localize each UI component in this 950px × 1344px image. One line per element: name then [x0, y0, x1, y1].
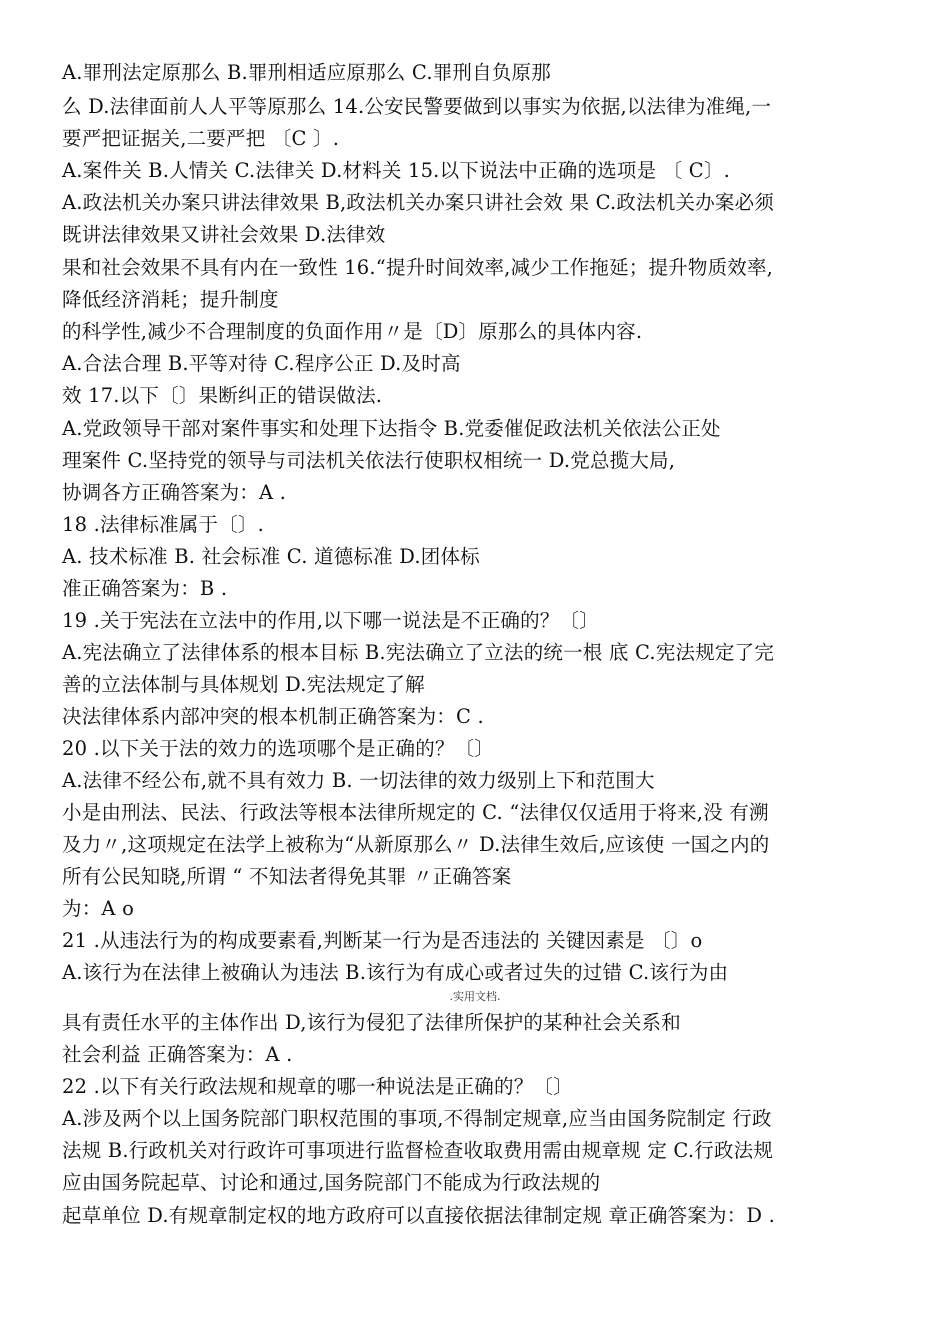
text-line: 理案件 C.坚持党的领导与司法机关依法行使职权相统一 D.党总揽大局, [62, 449, 676, 472]
text-line: 果和社会效果不具有内在一致性 16.“提升时间效率,减少工作拖延；提升物质效率, [62, 256, 774, 279]
text-line: A.涉及两个以上国务院部门职权范围的事项,不得制定规章,应当由国务院制定 行政 [62, 1107, 772, 1130]
text-line: A.法律不经公布,就不具有效力 B. 一切法律的效力级别上下和范围大 [62, 769, 655, 792]
text-line: 小是由刑法、民法、行政法等根本法律所规定的 C. “法律仅仅适用于将来,没 有溯 [62, 801, 769, 824]
text-line: A.该行为在法律上被确认为违法 B.该行为有成心或者过失的过错 C.该行为由 [62, 961, 729, 984]
text-line: 具有责任水平的主体作出 D,该行为侵犯了法律所保护的某种社会关系和 [62, 1011, 681, 1034]
text-line: 18 .法律标准属于〔〕. [62, 513, 265, 536]
text-line: 的科学性,减少不合理制度的负面作用〃是〔D〕原那么的具体内容. [62, 320, 643, 343]
text-line: 社会利益 正确答案为：A . [62, 1043, 293, 1066]
text-line: A.宪法确立了法律体系的根本目标 B.宪法确立了立法的统一根 底 C.宪法规定了完 [62, 641, 775, 664]
text-line: 么 D.法律面前人人平等原那么 14.公安民警要做到以事实为依据,以法律为准绳,一 [62, 95, 772, 118]
text-line: 要严把证据关,二要严把 〔C 〕. [62, 127, 340, 150]
text-line: 法规 B.行政机关对行政许可事项进行监督检查收取费用需由规章规 定 C.行政法规 [62, 1139, 774, 1162]
text-line: A.政法机关办案只讲法律效果 B,政法机关办案只讲社会效 果 C.政法机关办案必须 [62, 191, 775, 214]
text-line: 及力〃,这项规定在法学上被称为“从新原那么〃 D.法律生效后,应该使 一国之内的 [62, 833, 770, 856]
text-line: 为：A o [62, 897, 135, 920]
text-line: 降低经济消耗；提升制度 [62, 288, 279, 311]
text-line: 所有公民知晓,所谓 “ 不知法者得免其罪 〃正确答案 [62, 865, 512, 888]
text-line: 既讲法律效果又讲社会效果 D.法律效 [62, 223, 386, 246]
text-line: 准正确答案为：B . [62, 577, 228, 600]
text-line: A. 技术标准 B. 社会标准 C. 道德标准 D.团体标 [62, 545, 480, 568]
text-line: 21 .从违法行为的构成要素看,判断某一行为是否违法的 关键因素是 〔〕o [62, 929, 703, 952]
text-line: 20 .以下关于法的效力的选项哪个是正确的？〔〕 [62, 737, 495, 760]
text-line: 效 17.以下〔〕果断纠正的错误做法. [62, 384, 383, 407]
text-line: 22 .以下有关行政法规和规章的哪一种说法是正确的？〔〕 [62, 1075, 573, 1098]
page-footer: .实用文档. [449, 990, 501, 1003]
text-line: 19 .关于宪法在立法中的作用,以下哪一说法是不正确的？〔〕 [62, 609, 599, 632]
text-line: A.案件关 B.人情关 C.法律关 D.材料关 15.以下说法中正确的选项是 〔 C〕. [62, 159, 730, 182]
text-line: A.罪刑法定原那么 B.罪刑相适应原那么 C.罪刑自负原那 [62, 61, 551, 84]
text-line: 决法律体系内部冲突的根本机制正确答案为：C . [62, 705, 484, 728]
text-line: A.党政领导干部对案件事实和处理下达指令 B.党委催促政法机关依法公正处 [62, 417, 721, 440]
text-line: 应由国务院起草、讨论和通过,国务院部门不能成为行政法规的 [62, 1171, 601, 1194]
text-line: 善的立法体制与具体规划 D.宪法规定了解 [62, 673, 425, 696]
text-line: 起草单位 D.有规章制定权的地方政府可以直接依据法律制定规 章正确答案为：D . [62, 1204, 776, 1227]
text-line: A.合法合理 B.平等对待 C.程序公正 D.及时高 [62, 352, 461, 375]
text-line: 协调各方正确答案为：A . [62, 481, 287, 504]
